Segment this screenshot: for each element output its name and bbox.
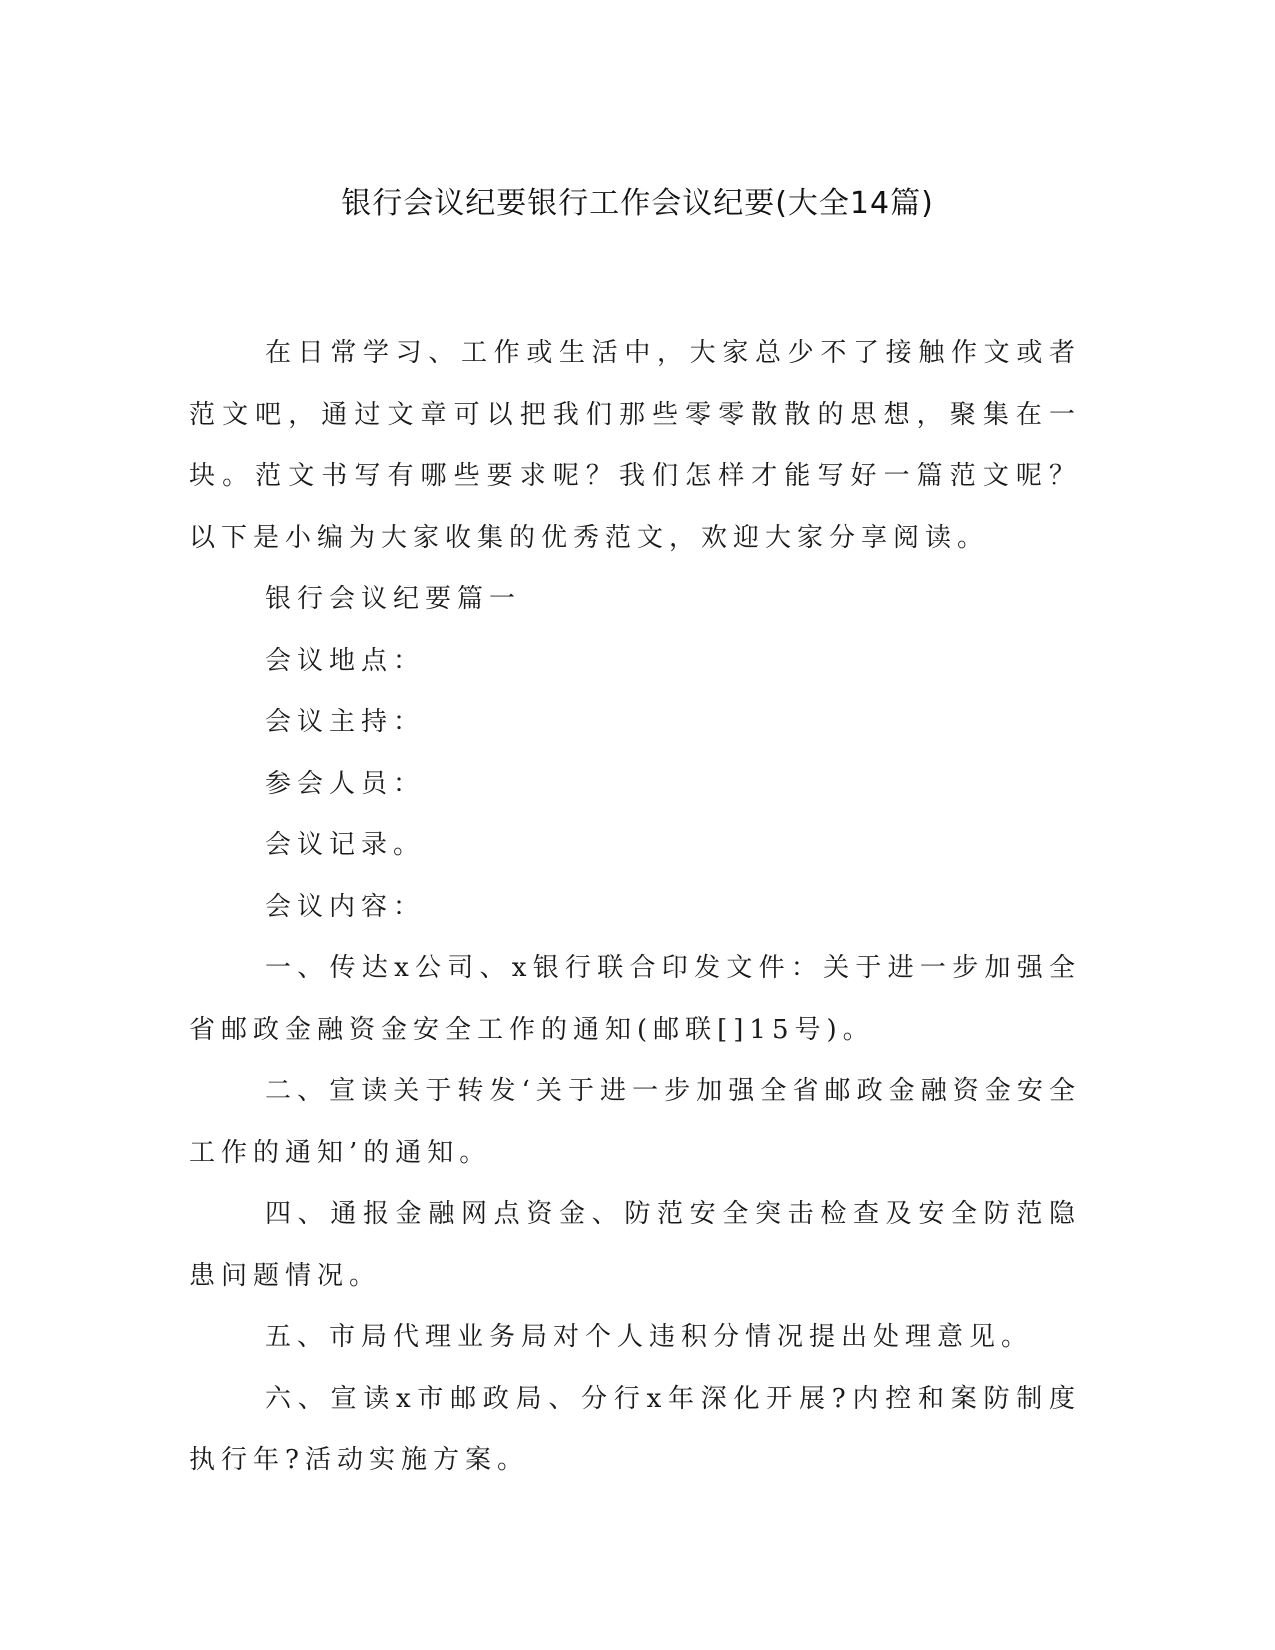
document-title: 银行会议纪要银行工作会议纪要(大全14篇): [341, 186, 934, 221]
content-item-6: 六、宣读x市邮政局、分行x年深化开展?内控和案防制度执行年?活动实施方案。: [189, 1383, 1081, 1475]
intro-paragraph: 在日常学习、工作或生活中，大家总少不了接触作文或者范文吧，通过文章可以把我们那些零零散散的思想，聚集在一块。范文书写有哪些要求呢？我们怎样才能写好一篇范文呢？以下是小编为大家收集的优秀范文，欢迎大家分享阅读。: [189, 338, 1081, 553]
content-item-5: 五、市局代理业务局对个人违积分情况提出处理意见。: [265, 1322, 1034, 1352]
meeting-record-label: 会议记录。: [265, 830, 426, 860]
content-item-4: 四、通报金融网点资金、防范安全突击检查及安全防范隐患问题情况。: [189, 1199, 1081, 1291]
content-item-2: 二、宣读关于转发‘关于进一步加强全省邮政金融资金安全工作的通知’的通知。: [189, 1076, 1081, 1168]
meeting-content-label: 会议内容：: [265, 891, 426, 922]
meeting-location-label: 会议地点：: [265, 645, 426, 676]
document-body: [189, 323, 1081, 1492]
content-item-1: 一、传达x公司、x银行联合印发文件：关于进一步加强全省邮政金融资金安全工作的通知(邮联[]15号)。: [189, 953, 1081, 1045]
attendees-label: 参会人员：: [265, 768, 426, 799]
meeting-host-label: 会议主持：: [265, 707, 426, 737]
section-heading: 银行会议纪要篇一: [265, 584, 522, 614]
